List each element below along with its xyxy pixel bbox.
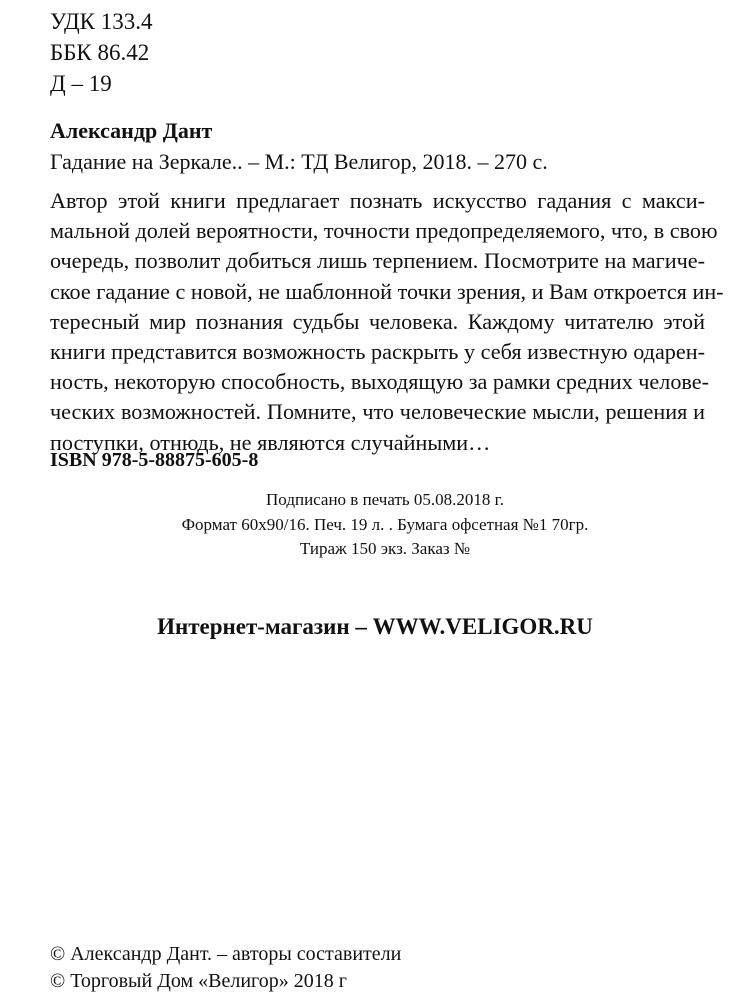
format-line: Формат 60х90/16. Печ. 19 л. . Бумага офсетная №1 70гр. [181, 514, 589, 534]
abstract-paragraph [50, 186, 724, 458]
abstract-line: ческих возможностей. Помните, что человеческие мысли, решения и [50, 399, 705, 425]
copyright-publisher: © Торговый Дом «Велигор» 2018 г [50, 970, 347, 992]
signed-to-print: Подписано в печать 05.08.2018 г. [266, 490, 504, 509]
abstract-line: книги представится возможность раскрыть у себя известную одарен- [50, 339, 705, 365]
bibliographic-record: Гадание на Зеркале.. – М.: ТД Велигор, 2018. – 270 с. [50, 149, 548, 174]
abstract-line: мальной долей вероятности, точности предопределяемого, что, в свою [50, 218, 718, 244]
abstract-line: Автор этой книги предлагает познать искусство гадания с макси- [50, 188, 705, 213]
print-details [100, 488, 670, 562]
classification-codes [50, 6, 153, 99]
abstract-line: ность, некоторую способность, выходящую за рамки средних челове- [50, 369, 709, 395]
abstract-line: тересный мир познания судьбы человека. Каждому читателю этой [50, 308, 705, 334]
book-author: Александр Дант [50, 118, 213, 143]
author-mark: Д – 19 [50, 71, 112, 96]
bbk-code: ББК 86.42 [50, 40, 150, 65]
abstract-line: очередь, позволит добиться лишь терпением. Посмотрите на магиче- [50, 248, 705, 274]
online-shop-line: Интернет-магазин – WWW.VELIGOR.RU [157, 614, 593, 639]
copyright-author: © Александр Дант. – авторы составители [50, 943, 402, 965]
isbn: ISBN 978-5-88875-605-8 [50, 449, 259, 471]
print-run: Тираж 150 экз. Заказ № [299, 539, 471, 558]
udk-code: УДК 133.4 [50, 9, 153, 34]
abstract-line: ское гадание с новой, не шаблонной точки зрения, и Вам откроется ин- [50, 278, 724, 304]
abstract-line: поступки, отнюдь, не являются случайными… [50, 429, 491, 455]
